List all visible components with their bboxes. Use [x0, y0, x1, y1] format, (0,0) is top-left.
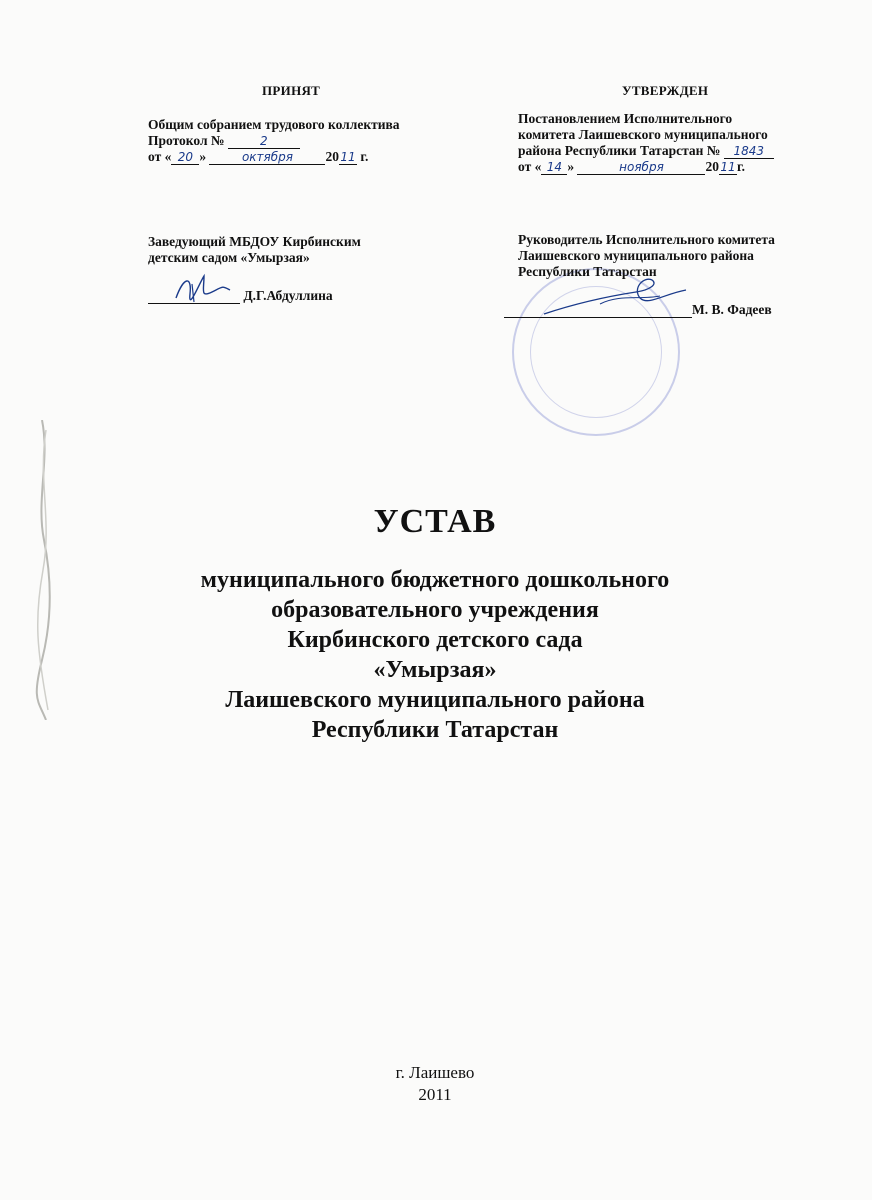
approval-block [518, 111, 828, 175]
executive-title-line2: Лаишевского муниципального района [518, 248, 754, 263]
protocol-number: 2 [228, 134, 300, 149]
head-block [148, 234, 468, 266]
city: г. Лаишево [395, 1063, 475, 1082]
document-footer [100, 1062, 770, 1106]
decree-line1: Постановлением Исполнительного [518, 111, 733, 126]
assembly-line: Общим собранием трудового коллектива [148, 117, 400, 132]
head-title-line2: детским садом «Умырзая» [148, 250, 310, 265]
approval-date-line: от « 14 » ноября 2011г. [518, 159, 745, 174]
head-signature-icon [170, 272, 236, 308]
document-subtitle [100, 565, 770, 745]
executive-title-line3: Республики Татарстан [518, 264, 657, 279]
adoption-day: 20 [177, 150, 193, 164]
approval-month: ноября [619, 160, 664, 174]
subtitle-line: муниципального бюджетного дошкольного [200, 567, 670, 593]
binding-thread-icon [34, 420, 56, 720]
adoption-month: октября [241, 150, 293, 164]
subtitle-line: Лаишевского муниципального района [225, 687, 645, 713]
adoption-year: 11 [340, 150, 356, 164]
approval-year: 11 [720, 160, 736, 174]
protocol-line: Протокол № 2 [148, 133, 468, 149]
left-heading: ПРИНЯТ [262, 83, 321, 98]
decree-line3: района Республики Татарстан № 1843 [518, 143, 828, 159]
subtitle-line: Республики Татарстан [311, 717, 559, 743]
executive-name: М. В. Фадеев [692, 302, 772, 317]
decree-number: 1843 [733, 144, 764, 158]
subtitle-line: Кирбинского детского сада [287, 627, 583, 653]
subtitle-line: «Умырзая» [373, 657, 497, 683]
document-title: УСТАВ [373, 503, 497, 540]
head-name: Д.Г.Абдуллина [243, 288, 333, 303]
subtitle-line: образовательного учреждения [271, 597, 599, 623]
adoption-block [148, 117, 468, 165]
year: 2011 [418, 1085, 452, 1104]
approval-day: 14 [546, 160, 562, 174]
head-title-line1: Заведующий МБДОУ Кирбинским [148, 234, 361, 249]
adoption-date-line: от « 20 » октября 2011 г. [148, 149, 369, 164]
decree-line2: комитета Лаишевского муниципального [518, 127, 768, 142]
executive-block [518, 232, 828, 280]
executive-signature-icon [540, 274, 690, 320]
right-heading: УТВЕРЖДЕН [622, 83, 709, 98]
executive-title-line1: Руководитель Исполнительного комитета [518, 232, 775, 247]
